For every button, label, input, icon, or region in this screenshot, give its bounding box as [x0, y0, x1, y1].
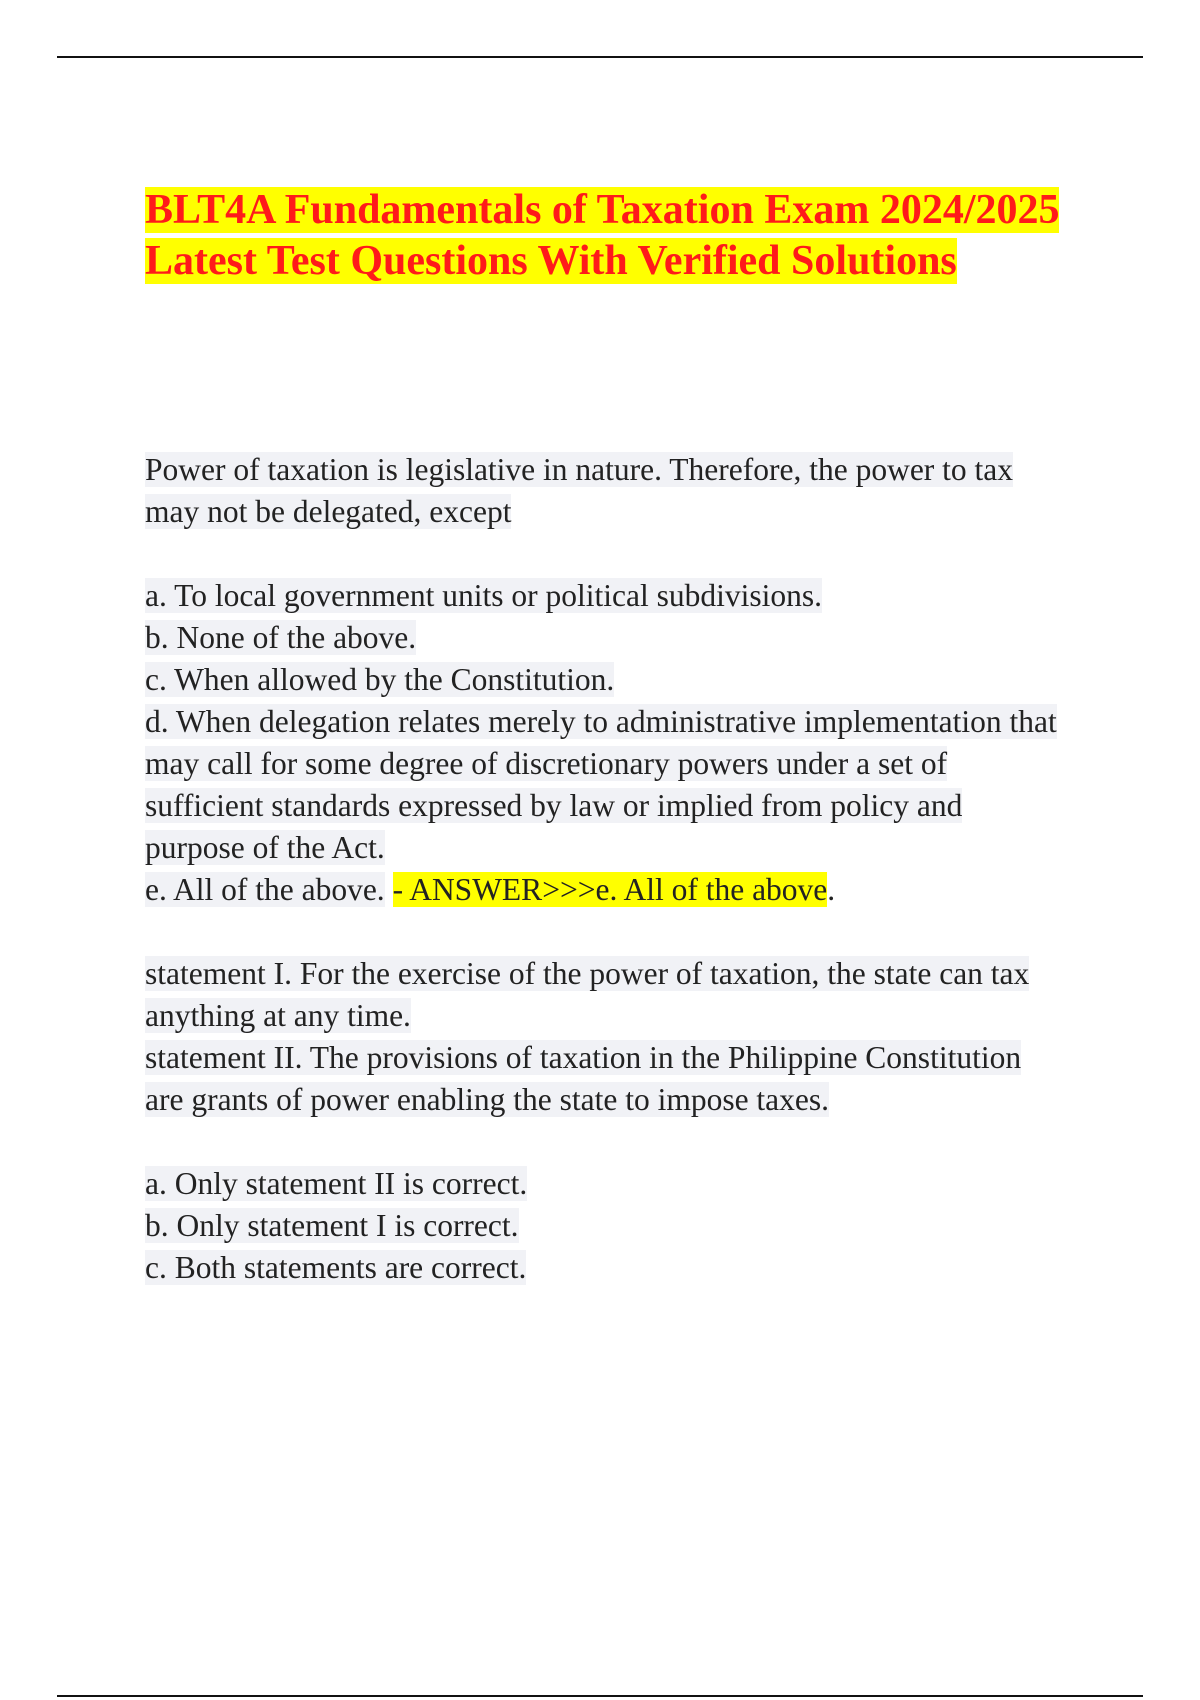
bottom-rule [57, 1695, 1143, 1697]
page-content [145, 185, 1065, 1289]
question-1-stem: Power of taxation is legislative in nature. Therefore, the power to tax may not be delegated, except [145, 452, 1014, 529]
answer-suffix: . [827, 872, 836, 907]
question-2-statement-1: statement I. For the exercise of the power of taxation, the state can tax anything at any time. [145, 956, 1030, 1033]
question-2 [145, 953, 1065, 1289]
top-rule [57, 56, 1143, 58]
spacer [145, 1121, 1065, 1163]
question-1-option-a: a. To local government units or political subdivisions. [145, 578, 823, 613]
question-1-option-d: d. When delegation relates merely to administrative implementation that may call for some degree of discretionary powers under a set of sufficient standards expressed by law or implied from policy and purpose of the Act. [145, 704, 1057, 865]
question-1-option-e: e. All of the above. - ANSWER>>>e. All of the above. [145, 872, 836, 907]
question-1-option-b: b. None of the above. [145, 620, 417, 655]
spacer [145, 533, 1065, 575]
question-2-option-a: a. Only statement II is correct. [145, 1166, 528, 1201]
document-title: BLT4A Fundamentals of Taxation Exam 2024/2025 Latest Test Questions With Verified Solutions [145, 187, 1060, 284]
question-2-option-c: c. Both statements are correct. [145, 1250, 527, 1285]
question-1 [145, 449, 1065, 911]
question-2-option-b: b. Only statement I is correct. [145, 1208, 519, 1243]
question-1-option-c: c. When allowed by the Constitution. [145, 662, 615, 697]
answer-highlight: - ANSWER>>>e. All of the above [392, 872, 828, 907]
question-2-statement-2: statement II. The provisions of taxation in the Philippine Constitution are grants of power enabling the state to impose taxes. [145, 1040, 1022, 1117]
